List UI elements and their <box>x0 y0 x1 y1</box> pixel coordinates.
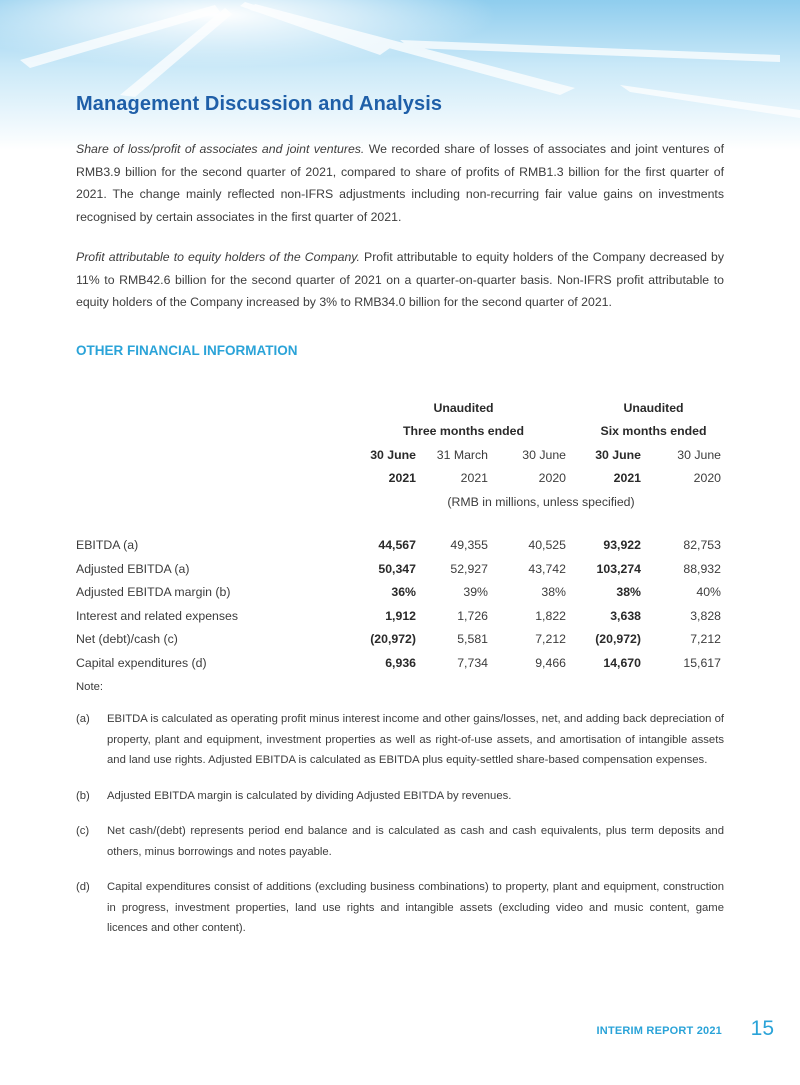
note-text: EBITDA is calculated as operating profit minus interest income and other gains/losses, net, and adding back depreciation of property, plant and equipment, investment properties as well as right-of-use assets, and amortisation of intangible assets and land use rights. Adjusted EBITDA is calculated as EBITDA plus equity-settled share-based compensation expenses. <box>107 713 724 766</box>
table-cell: 1,726 <box>457 608 488 623</box>
table-cell: 39% <box>463 585 488 600</box>
financial-table <box>76 396 721 675</box>
table-cell: 6,936 <box>385 655 416 670</box>
table-row <box>76 557 721 581</box>
column-date: 30 June <box>677 447 721 462</box>
table-cell: 14,670 <box>603 655 641 670</box>
footer-report-label: INTERIM REPORT 2021 <box>596 1025 722 1037</box>
row-label: Net (debt)/cash (c) <box>76 632 178 647</box>
note-item <box>76 786 724 807</box>
row-label: Interest and related expenses <box>76 608 239 623</box>
note-item <box>76 709 724 771</box>
table-header-row <box>76 420 721 444</box>
table-row <box>76 604 721 628</box>
table-header-row <box>76 443 721 467</box>
unit-note: (RMB in millions, unless specified) <box>447 494 635 509</box>
column-year: 2021 <box>388 471 416 486</box>
table-cell: 7,734 <box>457 655 488 670</box>
table-cell: 1,912 <box>385 608 416 623</box>
table-cell: 103,274 <box>596 561 641 576</box>
table-cell: 43,742 <box>528 561 566 576</box>
table-header-row <box>76 490 721 514</box>
note-text: Capital expenditures consist of additions (excluding business combinations) to property, plant and equipment, construction in progress, investment properties, land use rights and intangible assets (excluding video and music content, game licences and other content). <box>107 881 724 934</box>
row-label: EBITDA (a) <box>76 538 139 553</box>
table-cell: 49,355 <box>450 538 488 553</box>
table-cell: 82,753 <box>683 538 721 553</box>
table-cell: 93,922 <box>603 538 641 553</box>
page-title: Management Discussion and Analysis <box>76 93 443 115</box>
note-marker: (a) <box>76 713 90 725</box>
table-cell: 15,617 <box>683 655 721 670</box>
table-cell: 50,347 <box>378 561 416 576</box>
table-cell: 88,932 <box>683 561 721 576</box>
table-cell: 5,581 <box>457 632 488 647</box>
row-label: Adjusted EBITDA margin (b) <box>76 585 231 600</box>
paragraph-body: Profit attributable to equity holders of the Company decreased by 11% to RMB42.6 billion for the second quarter of 2021 on a quarter-on-quarter basis. Non-IFRS profit attributable to equity holders of the Company increased by 3% to RMB34.0 billion for the second quarter of 2021. <box>76 250 724 310</box>
paragraph-associates <box>76 138 724 228</box>
row-label: Adjusted EBITDA (a) <box>76 561 190 576</box>
paragraph-body: We recorded share of losses of associates and joint ventures of RMB3.9 billion for the second quarter of 2021, compared to share of profits of RMB1.3 billion for the first quarter of 2021. The change mainly reflected non-IFRS adjustments including non-recurring fair value gains on investments recognised by certain associates in the first quarter of 2021. <box>76 142 724 224</box>
table-cell: (20,972) <box>595 632 641 647</box>
table-cell: 7,212 <box>535 632 566 647</box>
note-text: Net cash/(debt) represents period end balance and is calculated as cash and cash equivalents, plus term deposits and others, minus borrowings and notes payable. <box>107 825 724 858</box>
table-cell: 40% <box>696 585 721 600</box>
table-header-row <box>76 467 721 491</box>
paragraph-profit <box>76 246 724 314</box>
column-year: 2020 <box>538 471 566 486</box>
table-cell: 40,525 <box>528 538 566 553</box>
paragraph-lead: Profit attributable to equity holders of the Company. <box>76 250 360 264</box>
table-row <box>76 581 721 605</box>
note-marker: (b) <box>76 790 90 802</box>
footer-page-number: 15 <box>750 1017 774 1040</box>
table-cell: 1,822 <box>535 608 566 623</box>
column-group-header: Six months ended <box>600 424 707 439</box>
column-date: 31 March <box>436 447 488 462</box>
table-cell: (20,972) <box>370 632 416 647</box>
table-cell: 38% <box>541 585 566 600</box>
note-marker: (d) <box>76 881 90 893</box>
note-text: Adjusted EBITDA margin is calculated by dividing Adjusted EBITDA by revenues. <box>107 790 512 802</box>
note-item <box>76 877 724 939</box>
table-cell: 38% <box>616 585 641 600</box>
header-sky-banner <box>0 0 800 150</box>
column-group-header: Unaudited <box>433 400 494 415</box>
table-cell: 44,567 <box>378 538 416 553</box>
column-year: 2021 <box>613 471 641 486</box>
table-row <box>76 651 721 675</box>
column-date: 30 June <box>595 447 641 462</box>
table-cell: 7,212 <box>690 632 721 647</box>
table-row <box>76 628 721 652</box>
column-year: 2021 <box>460 471 488 486</box>
section-heading: OTHER FINANCIAL INFORMATION <box>76 343 298 358</box>
column-date: 30 June <box>522 447 566 462</box>
column-year: 2020 <box>693 471 721 486</box>
table-cell: 9,466 <box>535 655 566 670</box>
table-cell: 36% <box>391 585 416 600</box>
table-header-row <box>76 396 721 420</box>
note-item <box>76 821 724 862</box>
table-row <box>76 534 721 558</box>
note-marker: (c) <box>76 825 90 837</box>
table-cell: 3,828 <box>690 608 721 623</box>
table-cell: 52,927 <box>450 561 488 576</box>
table-cell: 3,638 <box>610 608 641 623</box>
notes-label: Note: <box>76 681 104 693</box>
column-group-header: Unaudited <box>623 400 684 415</box>
column-group-header: Three months ended <box>403 424 524 439</box>
row-label: Capital expenditures (d) <box>76 655 207 670</box>
column-date: 30 June <box>370 447 416 462</box>
paragraph-lead: Share of loss/profit of associates and joint ventures. <box>76 142 365 156</box>
